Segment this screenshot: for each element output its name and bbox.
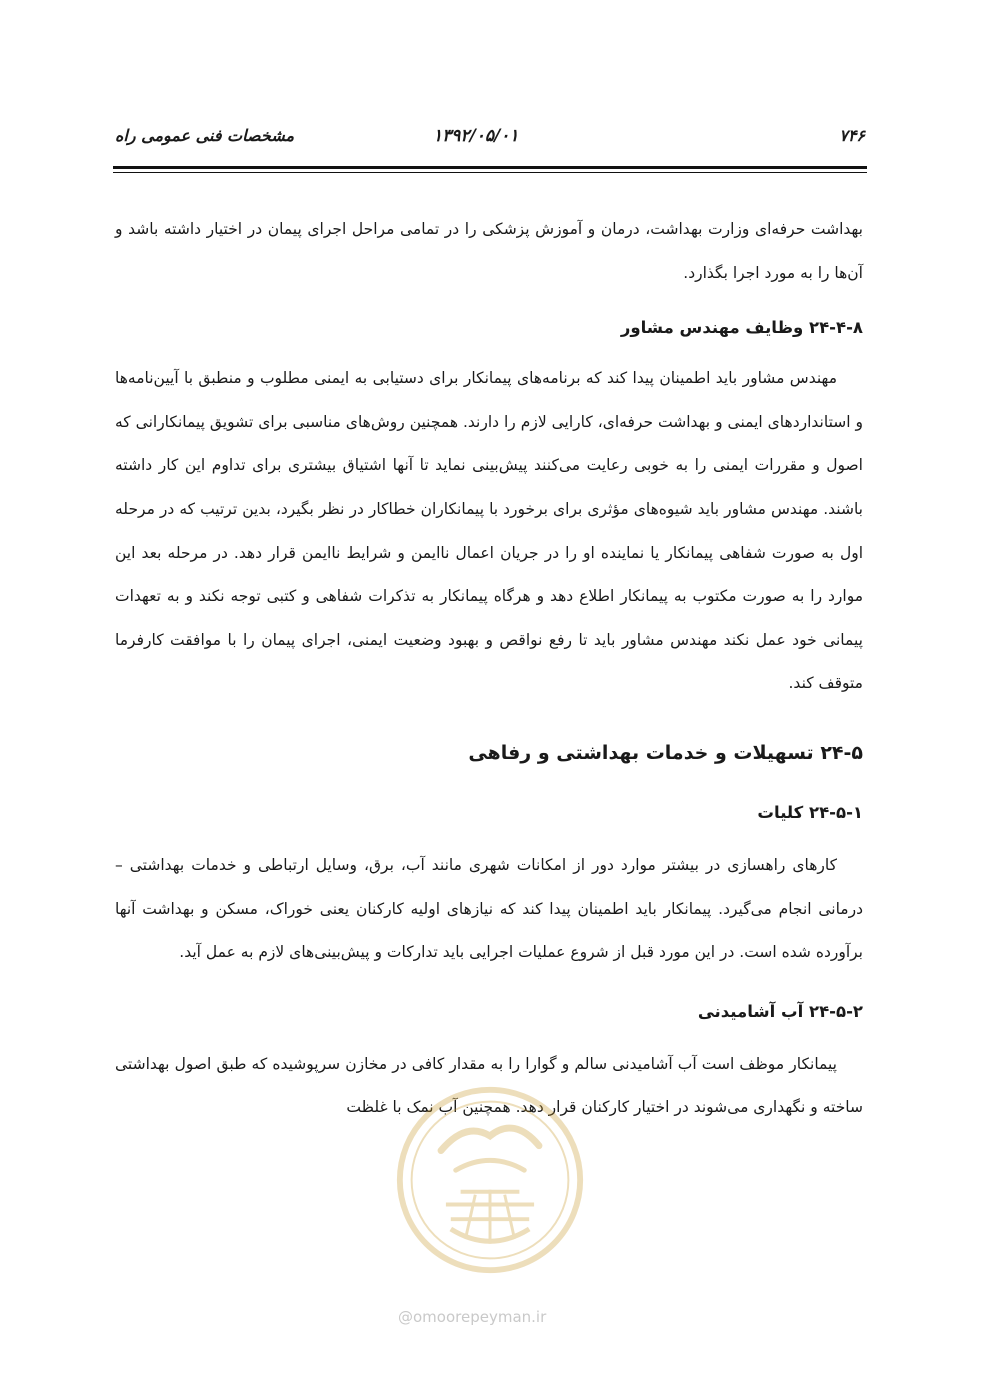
section-heading-24-4-8: ۲۴-۴-۸ وظایف مهندس مشاور <box>620 318 863 338</box>
intro-paragraph: بهداشت حرفه‌ای وزارت بهداشت، درمان و آموزش پزشکی را در تمامی مراحل اجرای پیمان در اختیار داشته باشد و آن‌ها را به مورد اجرا بگذارد. <box>115 220 863 282</box>
document-body <box>115 208 863 1130</box>
watermark-seal-logo <box>392 1082 588 1278</box>
header-rule-thick <box>113 166 867 169</box>
section-paragraph-24-5-2: پیمانکار موظف است آب آشامیدنی سالم و گوارا را به مقدار کافی در مخازن سرپوشیده که طبق اصول بهداشتی ساخته و نگهداری می‌شوند در اختیار کارکنان قرار دهد. همچنین آب نمک با غلظت <box>115 1054 863 1117</box>
header-date: ۱۳۹۲/۰۵/۰۱ <box>433 126 519 146</box>
watermark-url: @omoorepeyman.ir <box>398 1308 547 1326</box>
header-title: مشخصات فنی عمومی راه <box>115 126 295 145</box>
header-page-number: ۷۴۶ <box>839 126 865 145</box>
section-paragraph-24-4-8: مهندس مشاور باید اطمینان پیدا کند که برنامه‌های پیمانکار برای دستیابی به ایمنی مطلوب و منطبق با آیین‌نامه‌ها و استانداردهای ایمنی و بهداشت حرفه‌ای، کارایی لازم را دارند. همچنین روش‌های مناسبی برای تشویق پیمانکارانی که اصول و مقررات ایمنی را به خوبی رعایت می‌کنند پیش‌بینی نماید تا آنها اشتیاق بیشتری برای تداوم این کار داشته باشند. مهندس مشاور باید شیوه‌های مؤثری برای برخورد با پیمانکاران خطاکار در نظر بگیرد، بدین ترتیب که در مرحله اول به صورت شفاهی پیمانکار یا نماینده او را در جریان اعمال ناایمن و شرایط ناایمن قرار دهد. در مرحله بعد این موارد را به صورت مکتوب به پیمانکار اطلاع دهد و هرگاه پیمانکار به تذکرات شفاهی و کتبی توجه نکند و به تعهدات پیمانی خود عمل نکند مهندس مشاور باید تا رفع نواقص و بهبود وضعیت ایمنی، اجرای پیمان را با موافقت کارفرما متوقف کند. <box>115 369 863 693</box>
section-heading-24-5-1: ۲۴-۵-۱ کلیات <box>757 802 863 822</box>
section-heading-24-5-2: ۲۴-۵-۲ آب آشامیدنی <box>697 1001 863 1021</box>
page-header <box>115 126 865 154</box>
header-rule-thin <box>113 172 867 173</box>
section-heading-24-5: ۲۴-۵ تسهیلات و خدمات بهداشتی و رفاهی <box>468 741 863 764</box>
section-paragraph-24-5-1: کارهای راهسازی در بیشتر موارد دور از امکانات شهری مانند آب، برق، وسایل ارتباطی و خدمات بهداشتی – درمانی انجام می‌گیرد. پیمانکار باید اطمینان پیدا کند که نیازهای اولیه کارکنان یعنی خوراک، مسکن و بهداشت آنها برآورده شده است. در این مورد قبل از شروع عملیات اجرایی باید تدارکات و پیش‌بینی‌های لازم به عمل آید. <box>115 855 863 962</box>
